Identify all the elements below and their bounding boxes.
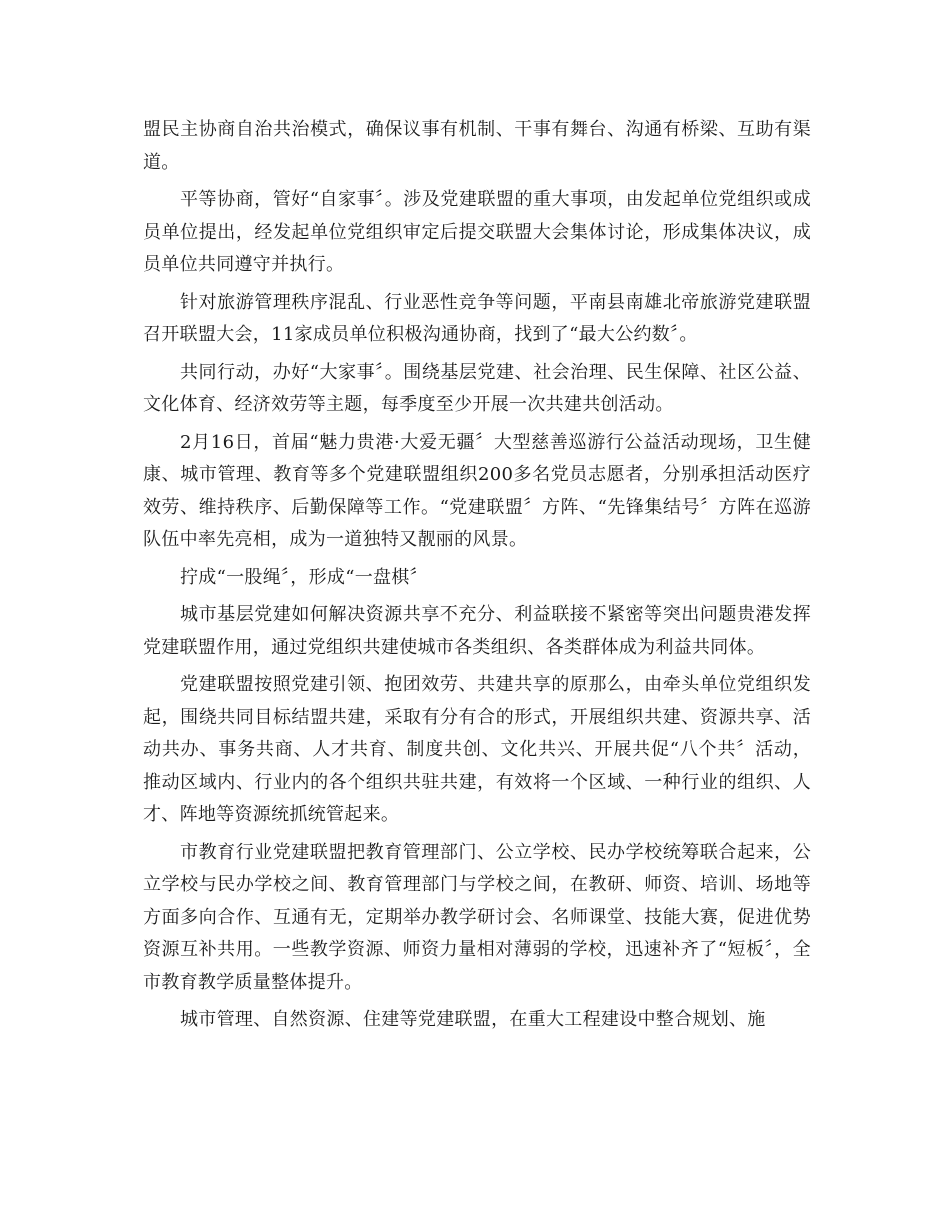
paragraph-4: 共同行动，办好“大家事〞。围绕基层党建、社会治理、民生保障、社区公益、文化体育、经济效劳等主题，每季度至少开展一次共建共创活动。	[143, 361, 811, 415]
paragraph-3: 针对旅游管理秩序混乱、行业恶性竞争等问题，平南县南雄北帝旅游党建联盟召开联盟大会，11家成员单位积极沟通协商，找到了“最大公约数〞。	[143, 291, 811, 345]
paragraph-7: 城市基层党建如何解决资源共享不充分、利益联接不紧密等突出问题贵港发挥党建联盟作用，通过党组织共建使城市各类组织、各类群体成为利益共同体。	[143, 604, 811, 658]
paragraph-5: 2月16日，首届“魅力贵港·大爱无疆〞大型慈善巡游行公益活动现场，卫生健康、城市管理、教育等多个党建联盟组织200多名党员志愿者，分别承担活动医疗效劳、维持秩序、后勤保障等工作。“党建联盟〞方阵、“先锋集结号〞方阵在巡游队伍中率先亮相，成为一道独特又靓丽的风景。	[143, 431, 811, 550]
paragraph-9: 市教育行业党建联盟把教育管理部门、公立学校、民办学校统筹联合起来，公立学校与民办学校之间、教育管理部门与学校之间，在教研、师资、培训、场地等方面多向合作、互通有无，定期举办教学研讨会、名师课堂、技能大赛，促进优势资源互补共用。一些教学资源、师资力量相对薄弱的学校，迅速补齐了“短板〞，全市教育教学质量整体提升。	[143, 841, 811, 993]
section-heading: 拧成“一股绳〞，形成“一盘棋〞	[180, 566, 428, 588]
paragraph-8: 党建联盟按照党建引领、抱团效劳、共建共享的原那么，由牵头单位党组织发起，围绕共同目标结盟共建，采取有分有合的形式，开展组织共建、资源共享、活动共办、事务共商、人才共育、制度共创、文化共兴、开展共促“八个共〞活动，推动区域内、行业内的各个组织共驻共建，有效将一个区域、一种行业的组织、人才、阵地等资源统抓统管起来。	[143, 674, 811, 825]
document-body	[143, 114, 811, 1042]
paragraph-2: 平等协商，管好“自家事〞。涉及党建联盟的重大事项，由发起单位党组织或成员单位提出，经发起单位党组织审定后提交联盟大会集体讨论，形成集体决议，成员单位共同遵守并执行。	[143, 189, 811, 275]
paragraph-1: 盟民主协商自治共治模式，确保议事有机制、干事有舞台、沟通有桥梁、互助有渠道。	[143, 119, 811, 173]
paragraph-10: 城市管理、自然资源、住建等党建联盟，在重大工程建设中整合规划、施	[180, 1009, 766, 1030]
